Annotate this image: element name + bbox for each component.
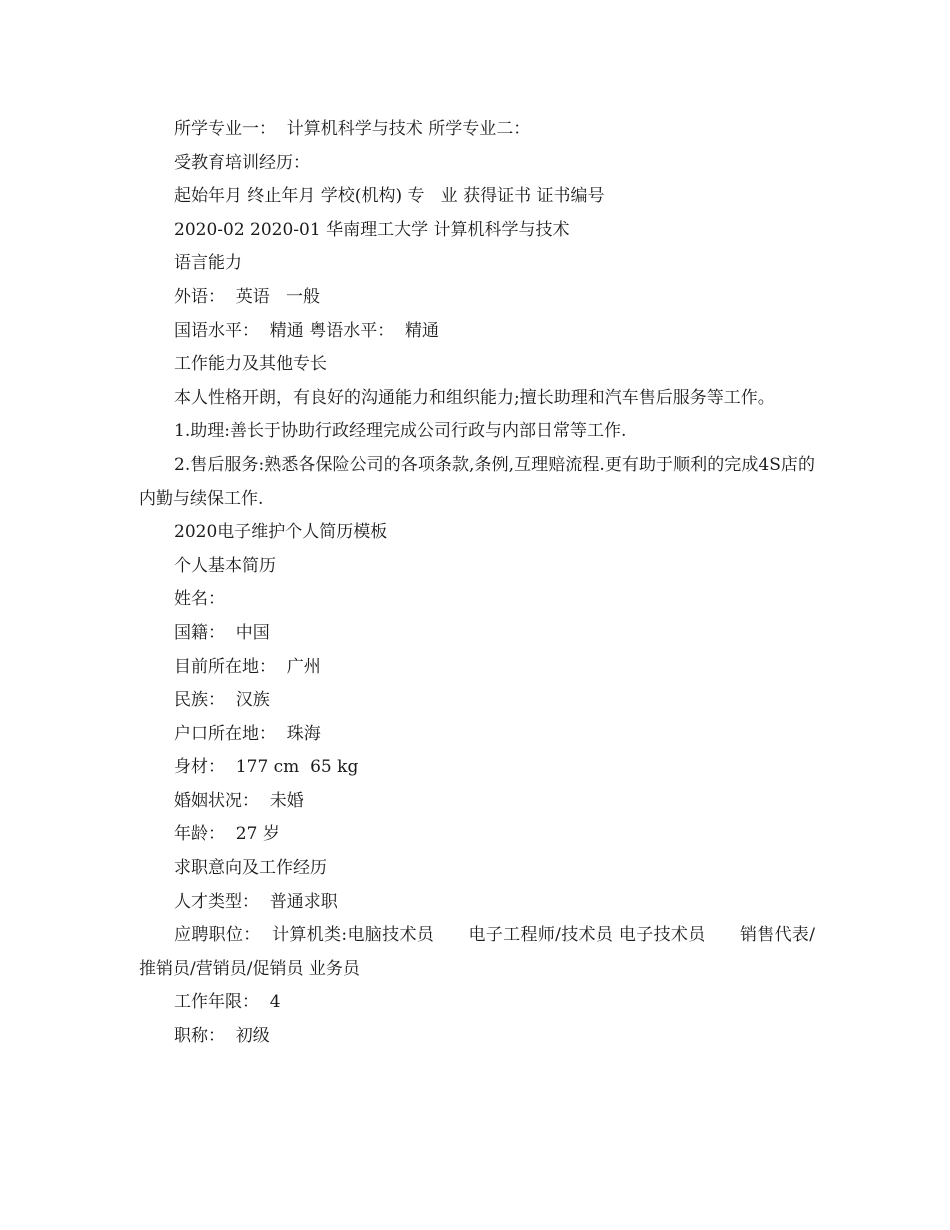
template-title: 2020电子维护个人简历模板 xyxy=(174,522,388,543)
title-field: 职称： 初级 xyxy=(174,1026,270,1047)
foreign-language-line: 外语： 英语 一般 xyxy=(174,286,321,307)
applied-position-field: 应聘职位： 计算机类:电脑技术员 电子工程师/技术员 电子技术员 销售代表/推销员/营销员/促销员 业务员 xyxy=(139,925,815,979)
hukou-field: 户口所在地： 珠海 xyxy=(174,723,321,744)
nationality-field: 国籍： 中国 xyxy=(174,622,270,643)
skill-item-assistant: 1.助理:善长于协助行政经理完成公司行政与内部日常等工作. xyxy=(174,421,627,442)
name-field: 姓名： xyxy=(174,589,225,610)
basic-resume-heading: 个人基本简历 xyxy=(174,555,276,576)
talent-type-field: 人才类型： 普通求职 xyxy=(174,891,338,912)
body-field: 身材： 177 cm 65 kg xyxy=(174,757,359,778)
education-row: 2020-02 2020-01 华南理工大学 计算机科学与技术 xyxy=(174,219,570,240)
ethnicity-field: 民族： 汉族 xyxy=(174,690,270,711)
education-heading: 受教育培训经历： xyxy=(174,152,310,173)
education-columns: 起始年月 终止年月 学校(机构) 专 业 获得证书 证书编号 xyxy=(174,186,605,207)
marital-field: 婚姻状况： 未婚 xyxy=(174,790,304,811)
age-field: 年龄： 27 岁 xyxy=(174,824,280,845)
work-years-field: 工作年限： 4 xyxy=(174,992,281,1013)
skills-heading: 工作能力及其他专长 xyxy=(174,354,327,375)
major-line: 所学专业一： 计算机科学与技术 所学专业二： xyxy=(174,119,531,139)
mandarin-cantonese-line: 国语水平： 精通 粤语水平： 精通 xyxy=(174,320,440,341)
current-location-field: 目前所在地： 广州 xyxy=(174,656,321,677)
job-intent-heading: 求职意向及工作经历 xyxy=(174,858,327,879)
document-body xyxy=(139,113,815,1054)
skills-paragraph: 本人性格开朗，有良好的沟通能力和组织能力;擅长助理和汽车售后服务等工作。 xyxy=(174,387,775,408)
language-heading: 语言能力 xyxy=(174,253,242,274)
skill-item-aftersales: 2.售后服务:熟悉各保险公司的各项条款,条例,互理赔流程.更有助于顺利的完成4S店的内勤与续保工作. xyxy=(139,454,815,509)
